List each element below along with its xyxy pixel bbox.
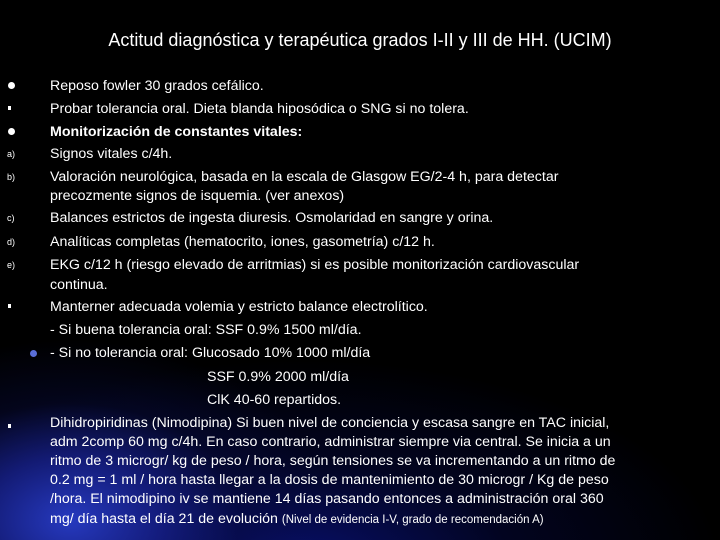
evidence-note: (Nivel de evidencia I-V, grado de recomendación A) <box>281 514 544 526</box>
text-line: - Si no tolerancia oral: Glucosado 10% 1000 ml/día <box>50 345 371 361</box>
text-line: ritmo de 3 microgr/ kg de peso / hora, según tensiones se va incrementando a un ritmo de <box>50 453 616 469</box>
text-line: adm 2comp 60 mg c/4h. En caso contrario, administrar siempre via central. Se inicia a un <box>50 434 611 450</box>
list-marker-c: c) <box>7 213 15 223</box>
bullet-square <box>8 106 11 110</box>
bullet-dot <box>8 128 15 135</box>
text-line: EKG c/12 h (riesgo elevado de arritmias) si es posible monitorización cardiovascular <box>50 257 580 273</box>
text-line: 0.2 mg = 1 ml / hora hasta llegar a la dosis de mantenimiento de 30 microgr / Kg de peso <box>50 472 609 488</box>
text-line: Signos vitales c/4h. <box>50 146 173 162</box>
text-line: Dihidropiridinas (Nimodipina) Si buen nivel de conciencia y escasa sangre en TAC inicial, <box>50 415 610 431</box>
text-line: ClK 40-60 repartidos. <box>207 392 342 408</box>
text-line-final <box>50 511 710 529</box>
bullet-dot-blue <box>30 350 37 357</box>
text-line-heading: Monitorización de constantes vitales: <box>50 124 303 140</box>
slide-title: Actitud diagnóstica y terapéutica grados I-II y III de HH. (UCIM) <box>108 30 612 50</box>
text-line: - Si buena tolerancia oral: SSF 0.9% 1500 ml/día. <box>50 322 362 338</box>
text-line-final-main: mg/ día hasta el día 21 de evolución <box>50 511 278 527</box>
text-line: continua. <box>50 277 108 293</box>
bullet-dot <box>8 82 15 89</box>
list-marker-d: d) <box>7 237 16 247</box>
text-line: Valoración neurológica, basada en la escala de Glasgow EG/2-4 h, para detectar <box>50 169 559 185</box>
text-line: precozmente signos de isquemia. (ver anexos) <box>50 188 345 204</box>
bullet-square <box>8 304 11 308</box>
text-line: Probar tolerancia oral. Dieta blanda hiposódica o SNG si no tolera. <box>50 101 469 117</box>
text-line: Reposo fowler 30 grados cefálico. <box>50 78 264 94</box>
list-marker-a: a) <box>7 149 16 159</box>
text-line: /hora. El nimodipino iv se mantiene 14 días pasando entonces a administración oral 360 <box>50 491 604 507</box>
text-line: Manterner adecuada volemia y estricto balance electrolítico. <box>50 299 428 315</box>
text-line: SSF 0.9% 2000 ml/día <box>207 369 349 385</box>
text-line: Balances estrictos de ingesta diuresis. Osmolaridad en sangre y orina. <box>50 210 494 226</box>
bullet-square <box>8 424 11 428</box>
text-line: Analíticas completas (hematocrito, iones, gasometría) c/12 h. <box>50 234 435 250</box>
list-marker-e: e) <box>7 260 16 270</box>
list-marker-b: b) <box>7 172 16 182</box>
